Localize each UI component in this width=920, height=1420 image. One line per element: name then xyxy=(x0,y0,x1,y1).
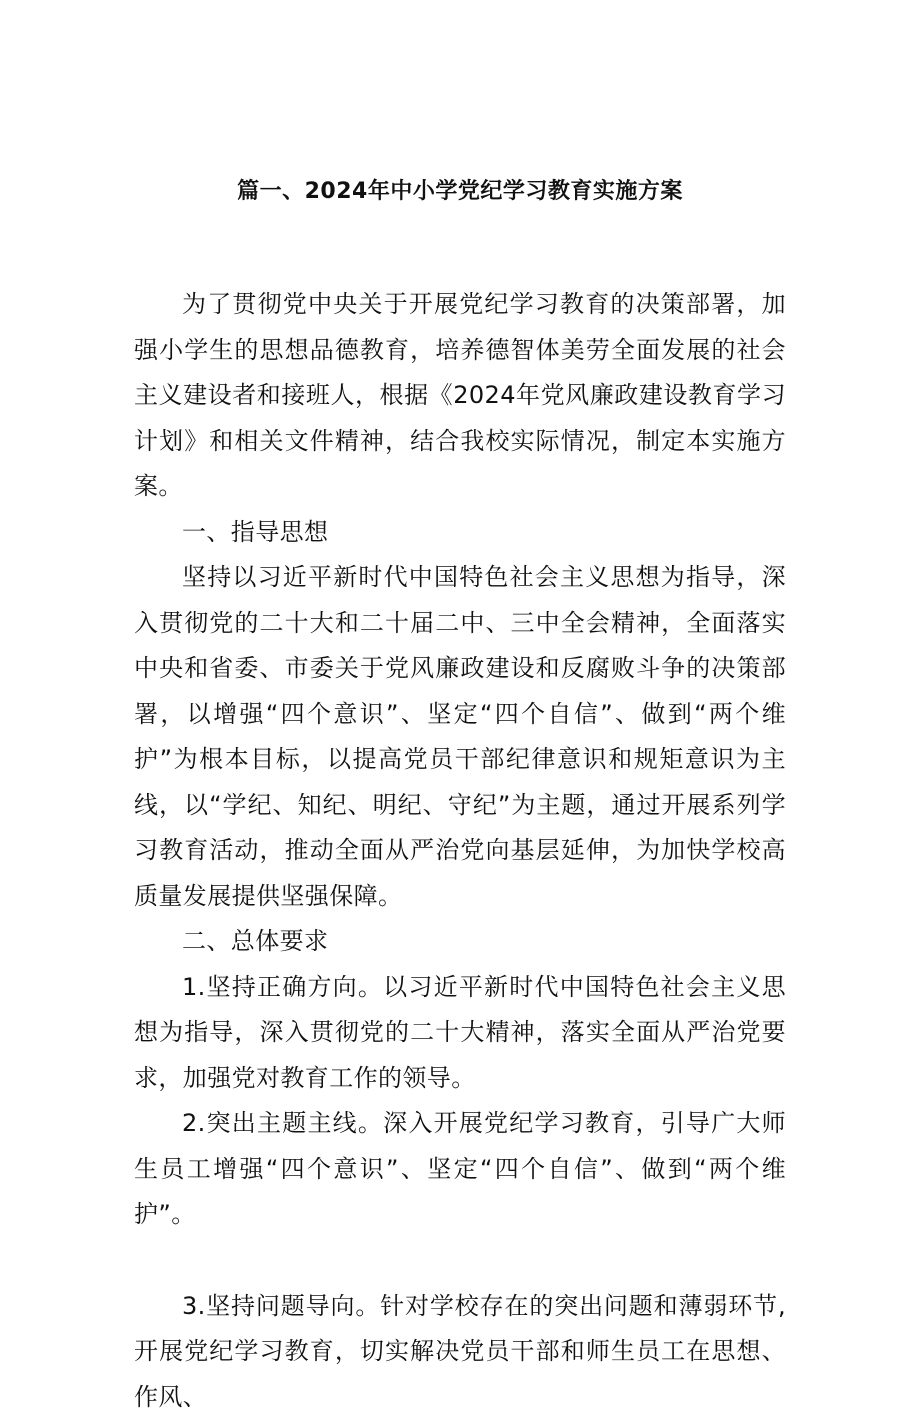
document-title: 篇一、2024年中小学党纪学习教育实施方案 xyxy=(0,172,920,212)
section-heading-overall-requirements: 二、总体要求 xyxy=(134,919,786,965)
paragraph-intro: 为了贯彻党中央关于开展党纪学习教育的决策部署，加强小学生的思想品德教育，培养德智体美劳全面发展的社会主义建设者和接班人，根据《2024年党风廉政建设教育学习计划》和相关文件精神，结合我校实际情况，制定本实施方案。 xyxy=(134,282,786,510)
list-item-1: 1.坚持正确方向。以习近平新时代中国特色社会主义思想为指导，深入贯彻党的二十大精神，落实全面从严治党要求，加强党对教育工作的领导。 xyxy=(134,965,786,1102)
paragraph-guiding-thought: 坚持以习近平新时代中国特色社会主义思想为指导，深入贯彻党的二十大和二十届二中、三中全会精神，全面落实中央和省委、市委关于党风廉政建设和反腐败斗争的决策部署，以增强“四个意识”、坚定“四个自信”、做到“两个维护”为根本目标，以提高党员干部纪律意识和规矩意识为主线，以“学纪、知纪、明纪、守纪”为主题，通过开展系列学习教育活动，推动全面从严治党向基层延伸，为加快学校高质量发展提供坚强保障。 xyxy=(134,555,786,919)
document-body xyxy=(134,282,786,1420)
list-item-3: 3.坚持问题导向。针对学校存在的突出问题和薄弱环节,开展党纪学习教育，切实解决党员干部和师生员工在思想、作风、 xyxy=(134,1284,786,1420)
paragraph-gap xyxy=(134,1238,786,1284)
section-heading-guiding-thought: 一、指导思想 xyxy=(134,510,786,556)
list-item-2: 2.突出主题主线。深入开展党纪学习教育，引导广大师生员工增强“四个意识”、坚定“四个自信”、做到“两个维护”。 xyxy=(134,1101,786,1238)
